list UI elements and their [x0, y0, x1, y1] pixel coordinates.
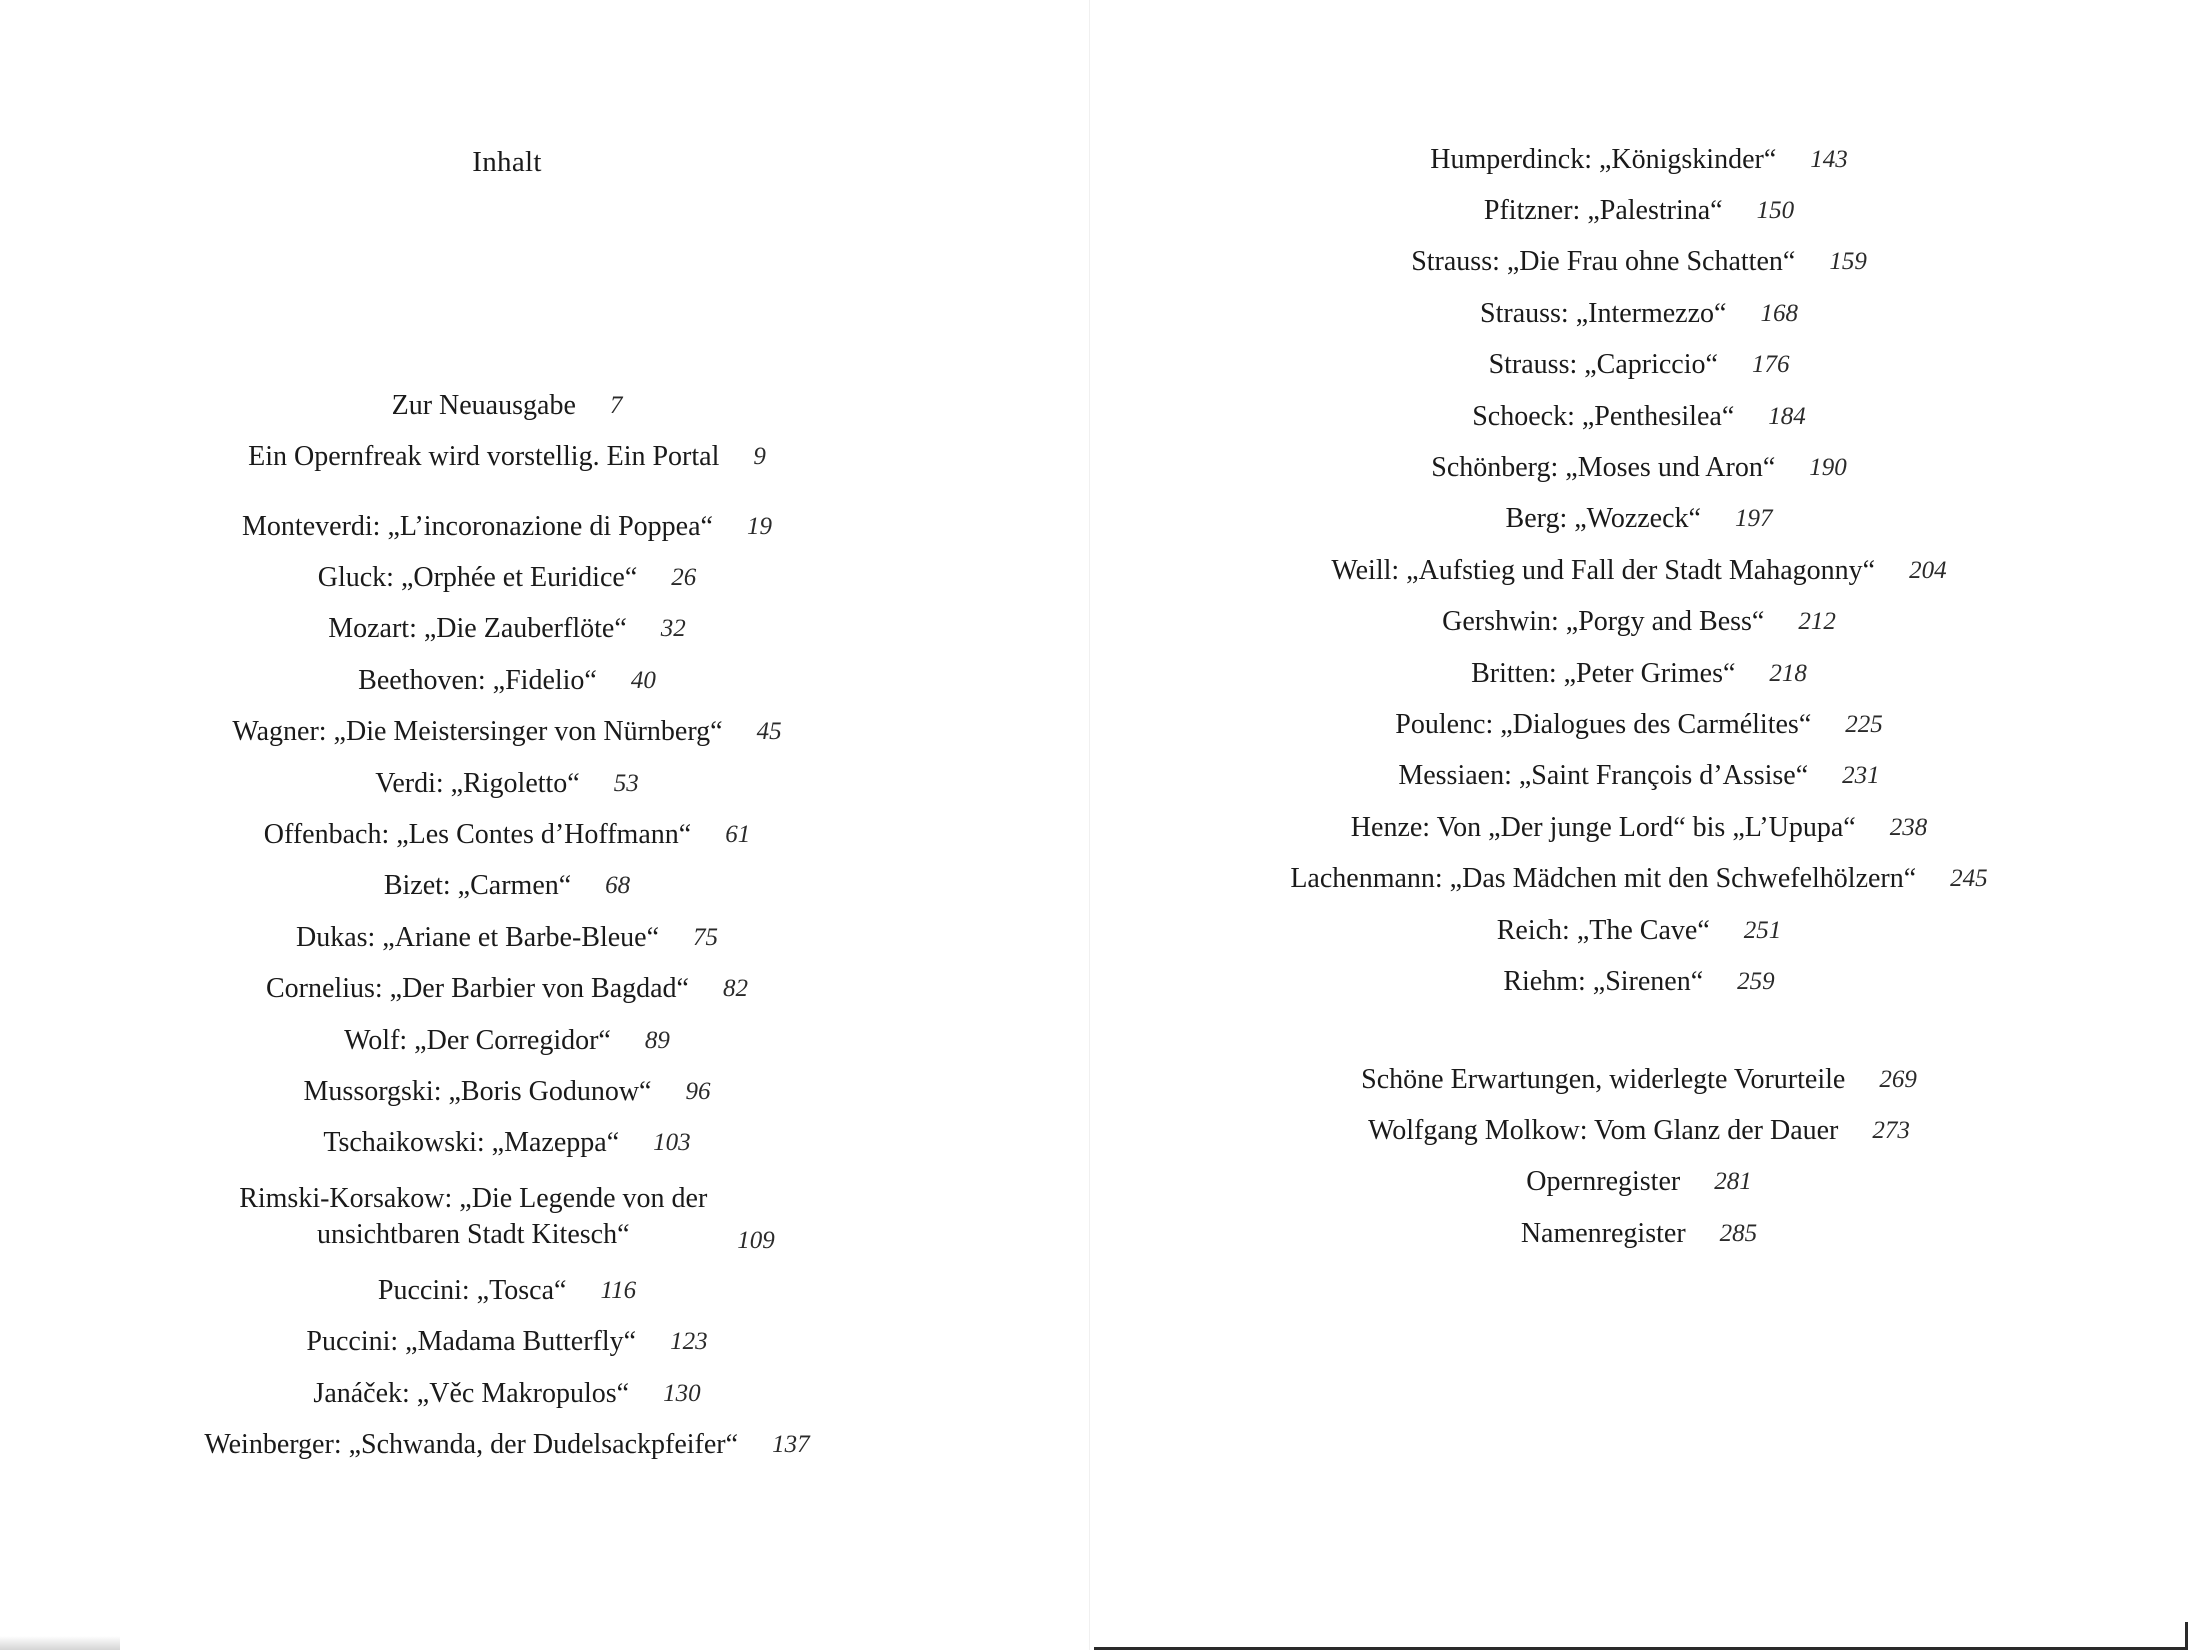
toc-page-number: 238: [1889, 813, 1928, 841]
toc-page-number: 103: [653, 1129, 691, 1157]
toc-entry-title: Beethoven: „Fidelio“: [358, 664, 597, 696]
toc-entry: [1090, 648, 2188, 699]
page-shadow: [0, 1636, 120, 1650]
toc-page-number: 40: [630, 666, 656, 694]
toc-entry-title: Gluck: „Orphée et Euridice“: [317, 562, 638, 594]
toc-entry: [0, 1368, 1014, 1419]
toc-page-number: 19: [746, 512, 772, 540]
toc-entry-title: Cornelius: „Der Barbier von Bagdad“: [266, 973, 689, 1005]
toc-entry: [1090, 288, 2188, 339]
toc-page-number: 68: [605, 872, 631, 900]
toc-entry: [1090, 185, 2188, 236]
toc-entry: [0, 707, 1014, 758]
toc-entry-title: Namenregister: [1520, 1217, 1686, 1249]
toc-page-number: 281: [1714, 1168, 1752, 1196]
toc-entry-title: Dukas: „Ariane et Barbe-Bleue“: [295, 921, 660, 953]
toc-entry: [1090, 956, 2188, 1007]
toc-page-number: 130: [663, 1379, 701, 1407]
right-page: [1090, 0, 2188, 1650]
toc-closing-list: [1090, 1054, 2188, 1260]
toc-entry: [1090, 1105, 2188, 1156]
toc-opera-list-left: [0, 501, 1014, 1471]
toc-page-number: 168: [1760, 299, 1798, 327]
toc-entry: [1090, 340, 2188, 391]
toc-entry-title: Wolf: „Der Corregidor“: [344, 1024, 611, 1056]
toc-entry-title: Wolfgang Molkow: Vom Glanz der Dauer: [1368, 1115, 1839, 1147]
toc-entry-title: Gershwin: „Porgy and Bess“: [1442, 606, 1765, 638]
toc-entry-title: Henze: Von „Der junge Lord“ bis „L’Upupa“: [1350, 811, 1856, 843]
toc-page-number: 259: [1737, 967, 1775, 995]
toc-entry-title: Humperdinck: „Königskinder“: [1430, 143, 1777, 175]
toc-opera-list-right: [1090, 134, 2188, 1008]
toc-entry-title: Schöne Erwartungen, widerlegte Vorurteile: [1361, 1063, 1846, 1095]
toc-entry-title: Strauss: „Die Frau ohne Schatten“: [1411, 246, 1796, 278]
toc-entry-title: Mozart: „Die Zauberflöte“: [328, 613, 627, 645]
toc-entry-title: Puccini: „Madama Butterfly“: [306, 1326, 637, 1358]
toc-page-number: 251: [1743, 916, 1782, 944]
toc-entry-title: Berg: „Wozzeck“: [1505, 503, 1701, 535]
toc-entry: [1090, 134, 2188, 185]
toc-page-number: 273: [1872, 1117, 1910, 1145]
toc-entry-title: Schönberg: „Moses und Aron“: [1431, 452, 1776, 484]
toc-entry: [1090, 1157, 2188, 1208]
toc-entry-title: Weill: „Aufstieg und Fall der Stadt Mahagonny“: [1331, 554, 1876, 586]
toc-entry-title: Lachenmann: „Das Mädchen mit den Schwefelhölzern“: [1290, 863, 1917, 895]
toc-entry: [0, 501, 1014, 552]
toc-entry: [0, 655, 1014, 706]
toc-page-number: 45: [756, 718, 782, 746]
toc-entry: [1090, 545, 2188, 596]
toc-entry-title: Mussorgski: „Boris Godunow“: [303, 1075, 652, 1107]
toc-entry: [0, 1066, 1014, 1117]
toc-page-number: 245: [1950, 865, 1988, 893]
toc-entry-title: Bizet: „Carmen“: [383, 870, 572, 902]
toc-entry: [0, 380, 1014, 431]
toc-page-number: 159: [1829, 248, 1867, 276]
toc-entry: [0, 1169, 1014, 1265]
toc-page-number: 143: [1810, 145, 1848, 173]
toc-entry: [1090, 751, 2188, 802]
toc-entry: [0, 964, 1014, 1015]
toc-intro-list: [0, 380, 1014, 483]
toc-page-number: 150: [1756, 197, 1795, 225]
toc-entry-title: Opernregister: [1526, 1166, 1681, 1198]
toc-page-number: 204: [1909, 556, 1947, 584]
toc-entry: [0, 758, 1014, 809]
toc-entry-title: Britten: „Peter Grimes“: [1471, 657, 1736, 689]
toc-page-number: 7: [609, 391, 623, 419]
toc-entry: [1090, 1208, 2188, 1259]
toc-entry: [0, 1015, 1014, 1066]
toc-page-number: 61: [725, 821, 751, 849]
toc-entry: [1090, 905, 2188, 956]
toc-entry: [1090, 391, 2188, 442]
toc-page-number: 231: [1842, 762, 1880, 790]
toc-entry: [1090, 442, 2188, 493]
toc-page-number: 176: [1751, 351, 1790, 379]
toc-entry: [1090, 802, 2188, 853]
toc-page-number: 116: [600, 1276, 637, 1304]
toc-entry: [0, 552, 1014, 603]
toc-page-number: 212: [1798, 608, 1836, 636]
toc-page-number: 82: [722, 975, 748, 1003]
toc-entry-title: Poulenc: „Dialogues des Carmélites“: [1395, 708, 1812, 740]
toc-page-number: 9: [753, 443, 766, 471]
toc-entry: [0, 809, 1014, 860]
toc-page-number: 184: [1768, 402, 1806, 430]
toc-page-number: 89: [644, 1026, 670, 1054]
toc-entry-title: Messiaen: „Saint François d’Assise“: [1398, 760, 1809, 792]
toc-entry-title: Schoeck: „Penthesilea“: [1472, 400, 1735, 432]
toc-page-number: 218: [1769, 659, 1807, 687]
toc-entry: [0, 1419, 1014, 1470]
toc-entry-title: Puccini: „Tosca“: [377, 1274, 567, 1306]
toc-page-number: 190: [1809, 454, 1847, 482]
toc-entry: [0, 1118, 1014, 1169]
toc-entry: [0, 912, 1014, 963]
toc-page-number: 197: [1734, 505, 1773, 533]
toc-entry-title: Verdi: „Rigoletto“: [375, 767, 580, 799]
toc-entry-title: Tschaikowski: „Mazeppa“: [323, 1127, 620, 1159]
toc-entry: [1090, 494, 2188, 545]
toc-entry: [0, 604, 1014, 655]
toc-entry-title: Monteverdi: „L’incoronazione di Poppea“: [242, 510, 713, 542]
toc-entry-title: Riehm: „Sirenen“: [1503, 965, 1704, 997]
toc-page-number: 32: [660, 615, 686, 643]
toc-entry-title: Reich: „The Cave“: [1496, 914, 1710, 946]
toc-entry-title-line: unsichtbaren Stadt Kitesch“: [316, 1219, 630, 1251]
toc-entry: [0, 1316, 1014, 1367]
page-heading: Inhalt: [472, 146, 542, 178]
toc-entry: [0, 431, 1014, 482]
toc-page-number: 26: [671, 564, 697, 592]
toc-entry-title: Strauss: „Intermezzo“: [1480, 297, 1727, 329]
toc-page-number: 225: [1845, 710, 1883, 738]
toc-page-number: 96: [685, 1077, 711, 1105]
toc-page-number: 123: [670, 1328, 708, 1356]
toc-entry: [1090, 853, 2188, 904]
toc-entry-title: Weinberger: „Schwanda, der Dudelsackpfeifer“: [204, 1428, 739, 1460]
toc-entry-title-line: Rimski-Korsakow: „Die Legende von der: [239, 1183, 708, 1215]
toc-entry-title: Offenbach: „Les Contes d’Hoffmann“: [263, 819, 692, 851]
toc-entry-title: Wagner: „Die Meistersinger von Nürnberg“: [232, 716, 723, 748]
toc-entry: [1090, 699, 2188, 750]
toc-entry: [1090, 1054, 2188, 1105]
toc-page-number: 75: [693, 923, 719, 951]
toc-entry: [1090, 237, 2188, 288]
toc-entry-title: [239, 1181, 707, 1253]
toc-entry-title: Janáček: „Věc Makropulos“: [313, 1377, 630, 1409]
toc-entry: [0, 861, 1014, 912]
toc-entry: [1090, 597, 2188, 648]
toc-page-number: 53: [613, 769, 639, 797]
toc-entry-title: Strauss: „Capriccio“: [1488, 349, 1718, 381]
toc-page-number: 109: [737, 1227, 775, 1255]
left-page: [0, 0, 1090, 1650]
toc-entry: [0, 1265, 1014, 1316]
toc-page-number: 137: [772, 1430, 810, 1458]
toc-entry-title: Ein Opernfreak wird vorstellig. Ein Portal: [248, 441, 720, 473]
toc-entry-title: Zur Neuausgabe: [391, 389, 576, 421]
toc-page-number: 285: [1719, 1219, 1758, 1247]
toc-entry-title: Pfitzner: „Palestrina“: [1483, 195, 1723, 227]
toc-page-number: 269: [1879, 1065, 1917, 1093]
